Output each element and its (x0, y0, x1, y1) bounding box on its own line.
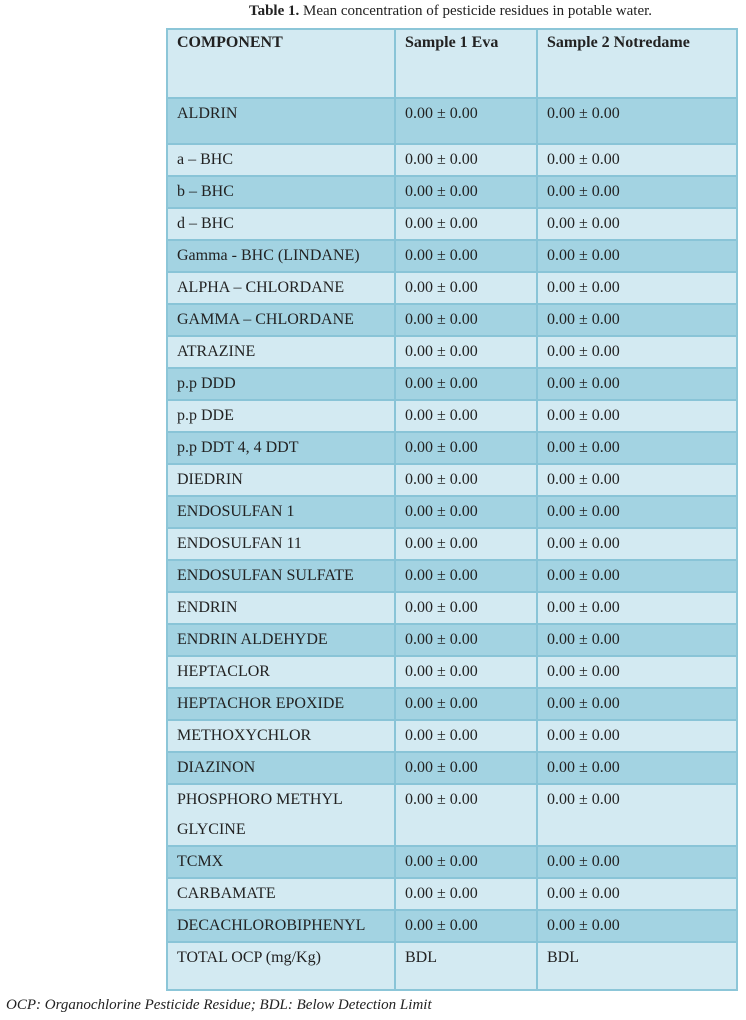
cell-component: ENDRIN ALDEHYDE (168, 625, 396, 657)
cell-component: ALDRIN (168, 99, 396, 145)
cell-sample-1: 0.00 ± 0.00 (396, 401, 538, 433)
table-row (168, 337, 736, 369)
cell-sample-1: 0.00 ± 0.00 (396, 785, 538, 847)
cell-component: Gamma - BHC (LINDANE) (168, 241, 396, 273)
cell-sample-1: 0.00 ± 0.00 (396, 497, 538, 529)
table-row (168, 753, 736, 785)
cell-sample-2: 0.00 ± 0.00 (538, 241, 736, 273)
cell-sample-2: 0.00 ± 0.00 (538, 911, 736, 943)
table-row (168, 465, 736, 497)
cell-sample-2: 0.00 ± 0.00 (538, 145, 736, 177)
table-row (168, 497, 736, 529)
table-row (168, 177, 736, 209)
cell-sample-2: 0.00 ± 0.00 (538, 337, 736, 369)
cell-sample-1: 0.00 ± 0.00 (396, 879, 538, 911)
table-row (168, 273, 736, 305)
cell-component: DIAZINON (168, 753, 396, 785)
header-sample-2: Sample 2 Notredame (538, 30, 736, 99)
header-component: COMPONENT (168, 30, 396, 99)
cell-component: ENDRIN (168, 593, 396, 625)
cell-sample-2: 0.00 ± 0.00 (538, 847, 736, 879)
table-row (168, 689, 736, 721)
cell-sample-1: 0.00 ± 0.00 (396, 465, 538, 497)
table-row (168, 369, 736, 401)
cell-sample-2: 0.00 ± 0.00 (538, 879, 736, 911)
cell-sample-1: 0.00 ± 0.00 (396, 721, 538, 753)
cell-sample-1: 0.00 ± 0.00 (396, 689, 538, 721)
cell-sample-1: 0.00 ± 0.00 (396, 145, 538, 177)
table-row (168, 657, 736, 689)
cell-sample-2: 0.00 ± 0.00 (538, 99, 736, 145)
cell-sample-2: 0.00 ± 0.00 (538, 401, 736, 433)
cell-sample-2: 0.00 ± 0.00 (538, 753, 736, 785)
cell-sample-1: BDL (396, 943, 538, 989)
pesticide-table (166, 28, 738, 991)
table-row (168, 433, 736, 465)
cell-component: METHOXYCHLOR (168, 721, 396, 753)
cell-component: HEPTACLOR (168, 657, 396, 689)
cell-component: p.p DDE (168, 401, 396, 433)
cell-sample-1: 0.00 ± 0.00 (396, 99, 538, 145)
cell-component: p.p DDD (168, 369, 396, 401)
cell-sample-1: 0.00 ± 0.00 (396, 273, 538, 305)
cell-sample-1: 0.00 ± 0.00 (396, 593, 538, 625)
table-row (168, 879, 736, 911)
cell-sample-2: 0.00 ± 0.00 (538, 689, 736, 721)
table-row (168, 561, 736, 593)
table-row (168, 305, 736, 337)
cell-sample-1: 0.00 ± 0.00 (396, 561, 538, 593)
cell-component: b – BHC (168, 177, 396, 209)
table-row (168, 241, 736, 273)
cell-sample-1: 0.00 ± 0.00 (396, 657, 538, 689)
cell-component: ENDOSULFAN 11 (168, 529, 396, 561)
cell-sample-1: 0.00 ± 0.00 (396, 625, 538, 657)
cell-sample-2: 0.00 ± 0.00 (538, 497, 736, 529)
cell-sample-2: 0.00 ± 0.00 (538, 305, 736, 337)
cell-sample-1: 0.00 ± 0.00 (396, 753, 538, 785)
cell-sample-2: 0.00 ± 0.00 (538, 273, 736, 305)
table-row (168, 911, 736, 943)
cell-component: a – BHC (168, 145, 396, 177)
cell-sample-2: 0.00 ± 0.00 (538, 209, 736, 241)
cell-sample-1: 0.00 ± 0.00 (396, 241, 538, 273)
cell-sample-1: 0.00 ± 0.00 (396, 337, 538, 369)
cell-sample-1: 0.00 ± 0.00 (396, 847, 538, 879)
cell-sample-2: 0.00 ± 0.00 (538, 433, 736, 465)
cell-component: ENDOSULFAN 1 (168, 497, 396, 529)
cell-sample-2: 0.00 ± 0.00 (538, 369, 736, 401)
cell-component: CARBAMATE (168, 879, 396, 911)
cell-component: ENDOSULFAN SULFATE (168, 561, 396, 593)
cell-sample-2: 0.00 ± 0.00 (538, 625, 736, 657)
table-row (168, 529, 736, 561)
table-row (168, 785, 736, 847)
cell-sample-1: 0.00 ± 0.00 (396, 529, 538, 561)
cell-component: DIEDRIN (168, 465, 396, 497)
cell-sample-2: 0.00 ± 0.00 (538, 721, 736, 753)
table-header-row (168, 30, 736, 99)
cell-component: GAMMA – CHLORDANE (168, 305, 396, 337)
cell-sample-2: 0.00 ± 0.00 (538, 529, 736, 561)
cell-component: ALPHA – CHLORDANE (168, 273, 396, 305)
table-row (168, 943, 736, 989)
cell-component: TCMX (168, 847, 396, 879)
table-row (168, 145, 736, 177)
table-row (168, 593, 736, 625)
cell-sample-2: 0.00 ± 0.00 (538, 785, 736, 847)
table-row (168, 99, 736, 145)
caption-text: Mean concentration of pesticide residues in potable water. (299, 3, 653, 19)
cell-component: DECACHLOROBIPHENYL (168, 911, 396, 943)
table-row (168, 209, 736, 241)
cell-sample-2: 0.00 ± 0.00 (538, 465, 736, 497)
table-row (168, 847, 736, 879)
table-row (168, 625, 736, 657)
cell-component: ATRAZINE (168, 337, 396, 369)
cell-sample-1: 0.00 ± 0.00 (396, 305, 538, 337)
cell-sample-2: 0.00 ± 0.00 (538, 657, 736, 689)
cell-component: p.p DDT 4, 4 DDT (168, 433, 396, 465)
cell-sample-1: 0.00 ± 0.00 (396, 177, 538, 209)
cell-sample-1: 0.00 ± 0.00 (396, 911, 538, 943)
cell-sample-1: 0.00 ± 0.00 (396, 209, 538, 241)
cell-component: HEPTACHOR EPOXIDE (168, 689, 396, 721)
cell-sample-2: 0.00 ± 0.00 (538, 177, 736, 209)
cell-sample-1: 0.00 ± 0.00 (396, 433, 538, 465)
table-caption (0, 0, 746, 22)
table-row (168, 721, 736, 753)
table-footnote: OCP: Organochlorine Pesticide Residue; BDL: Below Detection Limit (6, 997, 432, 1013)
cell-sample-2: BDL (538, 943, 736, 989)
cell-sample-1: 0.00 ± 0.00 (396, 369, 538, 401)
cell-component: PHOSPHORO METHYL GLYCINE (168, 785, 396, 847)
table-row (168, 401, 736, 433)
cell-component: d – BHC (168, 209, 396, 241)
caption-label: Table 1. (248, 3, 300, 19)
cell-sample-2: 0.00 ± 0.00 (538, 593, 736, 625)
header-sample-1: Sample 1 Eva (396, 30, 538, 99)
cell-sample-2: 0.00 ± 0.00 (538, 561, 736, 593)
cell-component: TOTAL OCP (mg/Kg) (168, 943, 396, 989)
